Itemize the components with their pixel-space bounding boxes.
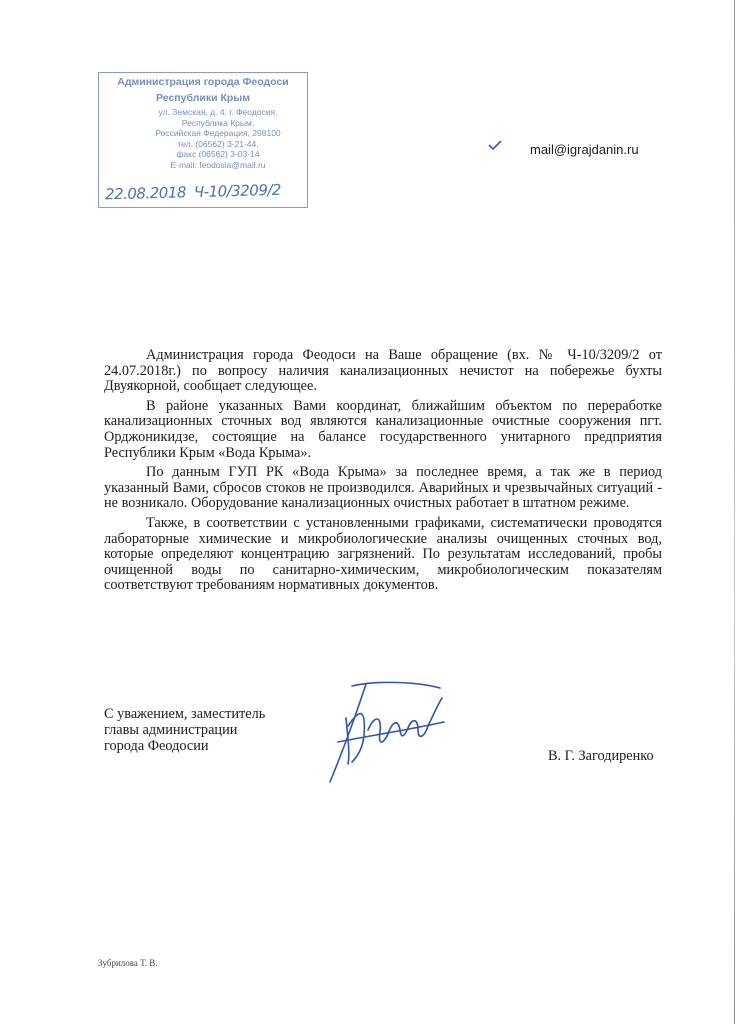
stamp-reg-number: Ч-10/3209/2 (193, 180, 282, 202)
letter-paragraph: Администрация города Феодоси на Ваше обращение (вх. № Ч-10/3209/2 от 24.07.2018г.) по вопросу наличия канализационных нечистот на побережье бухты Двуякорной, сообщает следующее. (104, 347, 662, 395)
stamp-org-line2: Республики Крым (156, 92, 250, 104)
stamp-address-line3: Российская Федерация, 298100 (155, 128, 281, 138)
stamp-email: E-mail: feodosia@mail.ru (170, 159, 266, 170)
letter-paragraph: В районе указанных Вами координат, ближайшим объектом по переработке канализационных сточных вод являются канализационные очистные сооружения пгт. Орджоникидзе, состоящие на балансе государственного унитарного предприятия Республики Крым «Вода Крыма». (104, 397, 662, 461)
letter-paragraph: Также, в соответствии с установленными графиками, систематически проводятся лабораторные химические и микробиологические анализы очищенных сточных вод, которые определяют концентрацию загрязнений. По результатам исследований, пробы очищенной воды по санитарно-химическим, микробиологическим показателям соответствуют требованиям нормативных документов. (104, 514, 662, 594)
handwritten-signature (308, 678, 458, 788)
checkmark-icon (488, 140, 502, 150)
closing-block (104, 706, 265, 754)
stamp-registration-handwriting (105, 181, 289, 204)
closing-line3: города Феодосии (104, 738, 209, 754)
stamp-address-line2: Республика Крым, (181, 117, 255, 128)
stamp-org-line1: Администрация города Феодоси (117, 76, 289, 88)
incoming-stamp (98, 72, 308, 208)
signer-name: В. Г. Загодиренко (548, 748, 654, 764)
closing-line1: С уважением, заместитель (104, 706, 266, 722)
stamp-fax: факс (06562) 3-03-14 (176, 149, 260, 159)
scan-edge-line (734, 0, 735, 1024)
closing-line2: главы администрации (104, 722, 238, 738)
stamp-phone: тел. (06562) 3-21-44, (177, 138, 259, 149)
stamp-reg-date: 22.08.2018 (104, 183, 187, 204)
recipient-email: mail@igrajdanin.ru (530, 142, 639, 157)
executor-name: Зубрилова Т. В. (98, 958, 158, 968)
letter-body (104, 348, 662, 598)
stamp-address-line1: ул. Земская, д. 4, г. Феодосия, (158, 107, 278, 117)
letter-paragraph: По данным ГУП РК «Вода Крыма» за последнее время, а так же в период указанный Вами, сбросов стоков не производился. Аварийных и чрезвычайных ситуаций - не возникало. Оборудование канализационных очистных работает в штатном режиме. (104, 464, 662, 512)
